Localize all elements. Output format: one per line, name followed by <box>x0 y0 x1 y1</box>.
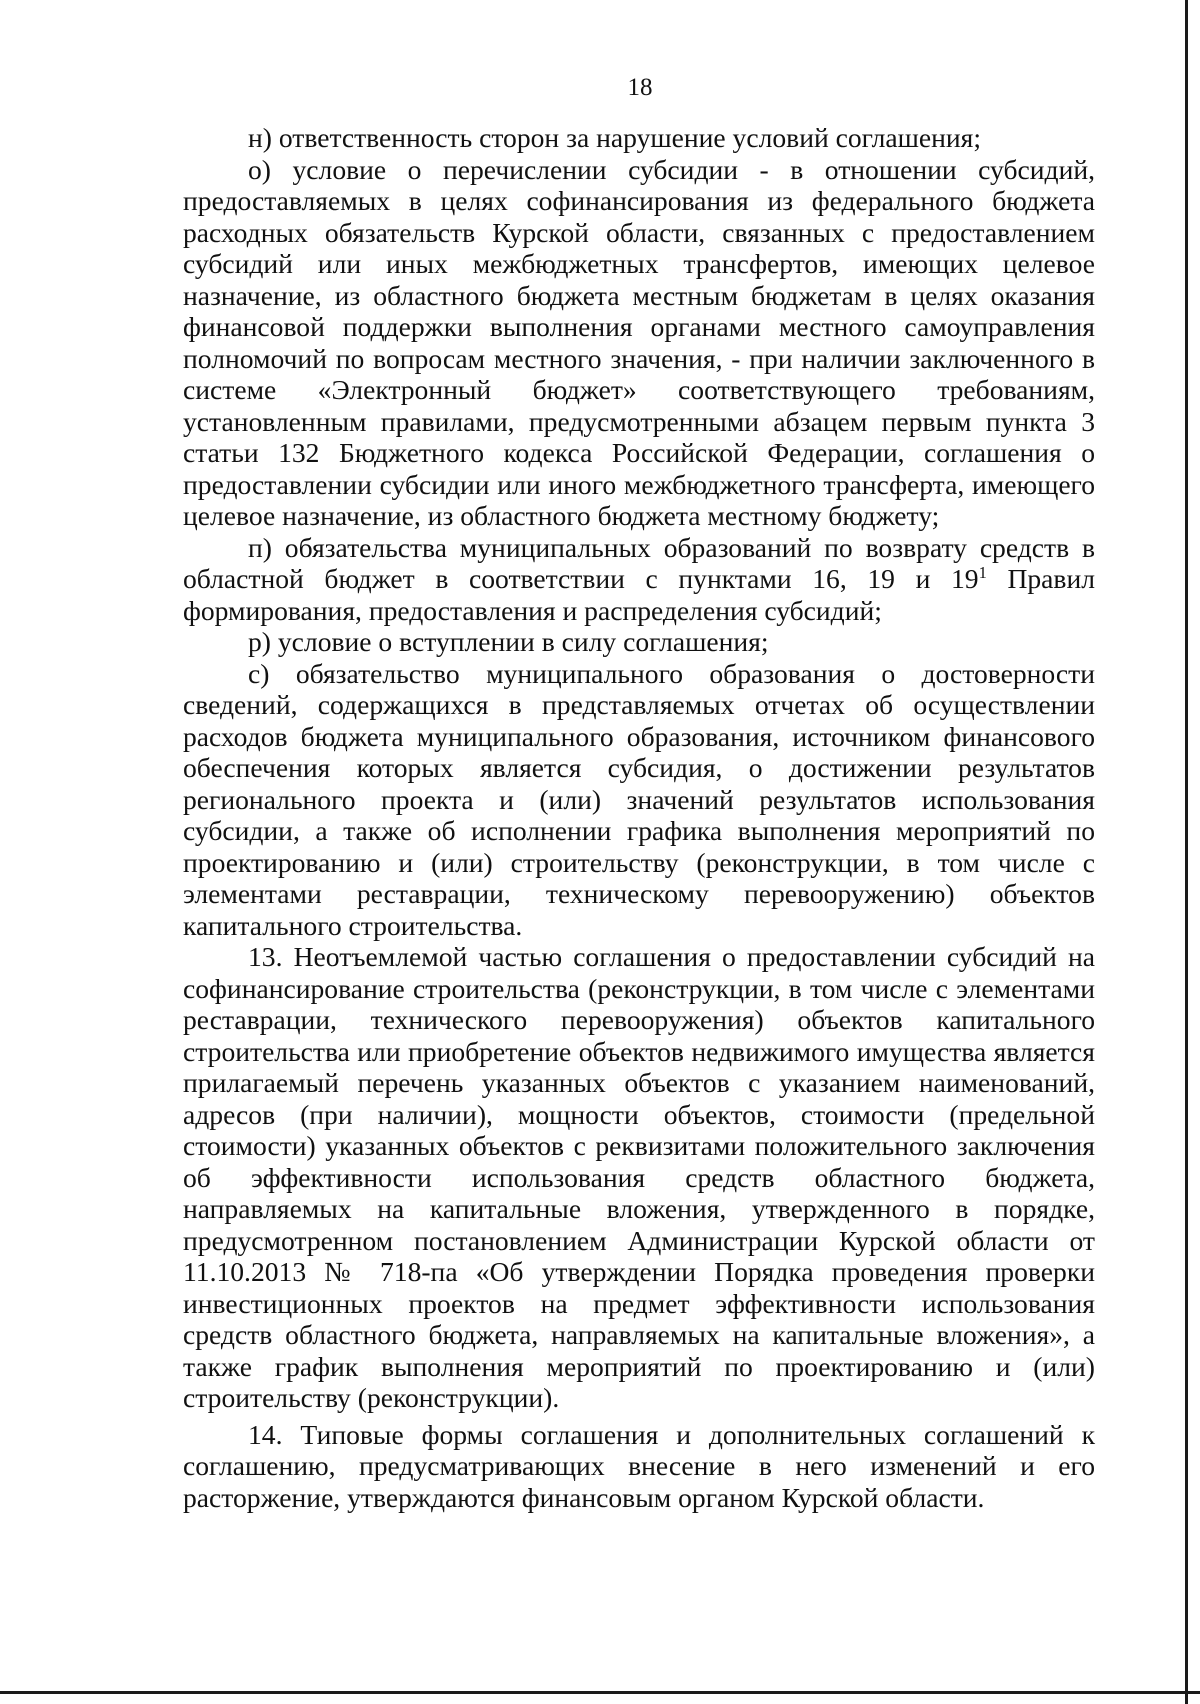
paragraph-item-r: р) условие о вступлении в силу соглашения; <box>248 626 769 657</box>
paragraph-item-n: н) ответственность сторон за нарушение условий соглашения; <box>248 122 981 153</box>
superscript-marker: 1 <box>978 562 987 582</box>
paragraph-clause-13: 13. Неотъемлемой частью соглашения о предоставлении субсидий на софинансирование строительства (реконструкции, в том числе с элементами реставрации, технического перевооружения) объектов капитального строительства или приобретение объектов недвижимого имущества является прилагаемый перечень указанных объектов с указанием наименований, адресов (при наличии), мощности объектов, стоимости (предельной стоимости) указанных объектов с реквизитами положительного заключения об эффективности использования средств областного бюджета, направляемых на капитальные вложения, утвержденного в порядке, предусмотренном постановлением Администрации Курской области от 11.10.2013 № 718-па «Об утверждении Порядка проведения проверки инвестиционных проектов на предмет эффективности использования средств областного бюджета, направляемых на капитальные вложения», а также график выполнения мероприятий по проектированию и (или) строительству (реконструкции). <box>183 941 1095 1413</box>
page-edge-bottom <box>0 1691 1200 1694</box>
paragraph-clause-14: 14. Типовые формы соглашения и дополнительных соглашений к соглашению, предусматривающих внесение в него изменений и его расторжение, утверждаются финансовым органом Курской области. <box>183 1418 1095 1513</box>
paragraph-item-p <box>183 532 1095 627</box>
paragraph-item-s: с) обязательство муниципального образования о достоверности сведений, содержащихся в представляемых отчетах об осуществлении расходов бюджета муниципального образования, источником финансового обеспечения которых является субсидия, о достижении результатов регионального проекта и (или) значений результатов использования субсидии, а также об исполнении графика выполнения мероприятий по проектированию и (или) строительству (реконструкции, в том числе с элементами реставрации, техническому перевооружению) объектов капитального строительства. <box>183 657 1095 941</box>
paragraph-item-p-text: п) обязательства муниципальных образований по возврату средств в областной бюджет в соответствии с пунктами 16, 19 и 19 <box>183 531 1095 594</box>
paragraph-item-p-text-end: Правил формирования, предоставления и распределения субсидий; <box>183 563 1095 626</box>
page-edge-right <box>1185 0 1188 1704</box>
page-number: 18 <box>627 74 653 101</box>
document-body <box>183 122 1095 1513</box>
paragraph-item-o: о) условие о перечислении субсидии - в отношении субсидий, предоставляемых в целях софинансирования из федерального бюджета расходных обязательств Курской области, связанных с предоставлением субсидий или иных межбюджетных трансфертов, имеющих целевое назначение, из областного бюджета местным бюджетам в целях оказания финансовой поддержки выполнения органами местного самоуправления полномочий по вопросам местного значения, - при наличии заключенного в системе «Электронный бюджет» соответствующего требованиям, установленным правилами, предусмотренными абзацем первым пункта 3 статьи 132 Бюджетного кодекса Российской Федерации, соглашения о предоставлении субсидии или иного межбюджетного трансферта, имеющего целевое назначение, из областного бюджета местному бюджету; <box>183 153 1095 531</box>
